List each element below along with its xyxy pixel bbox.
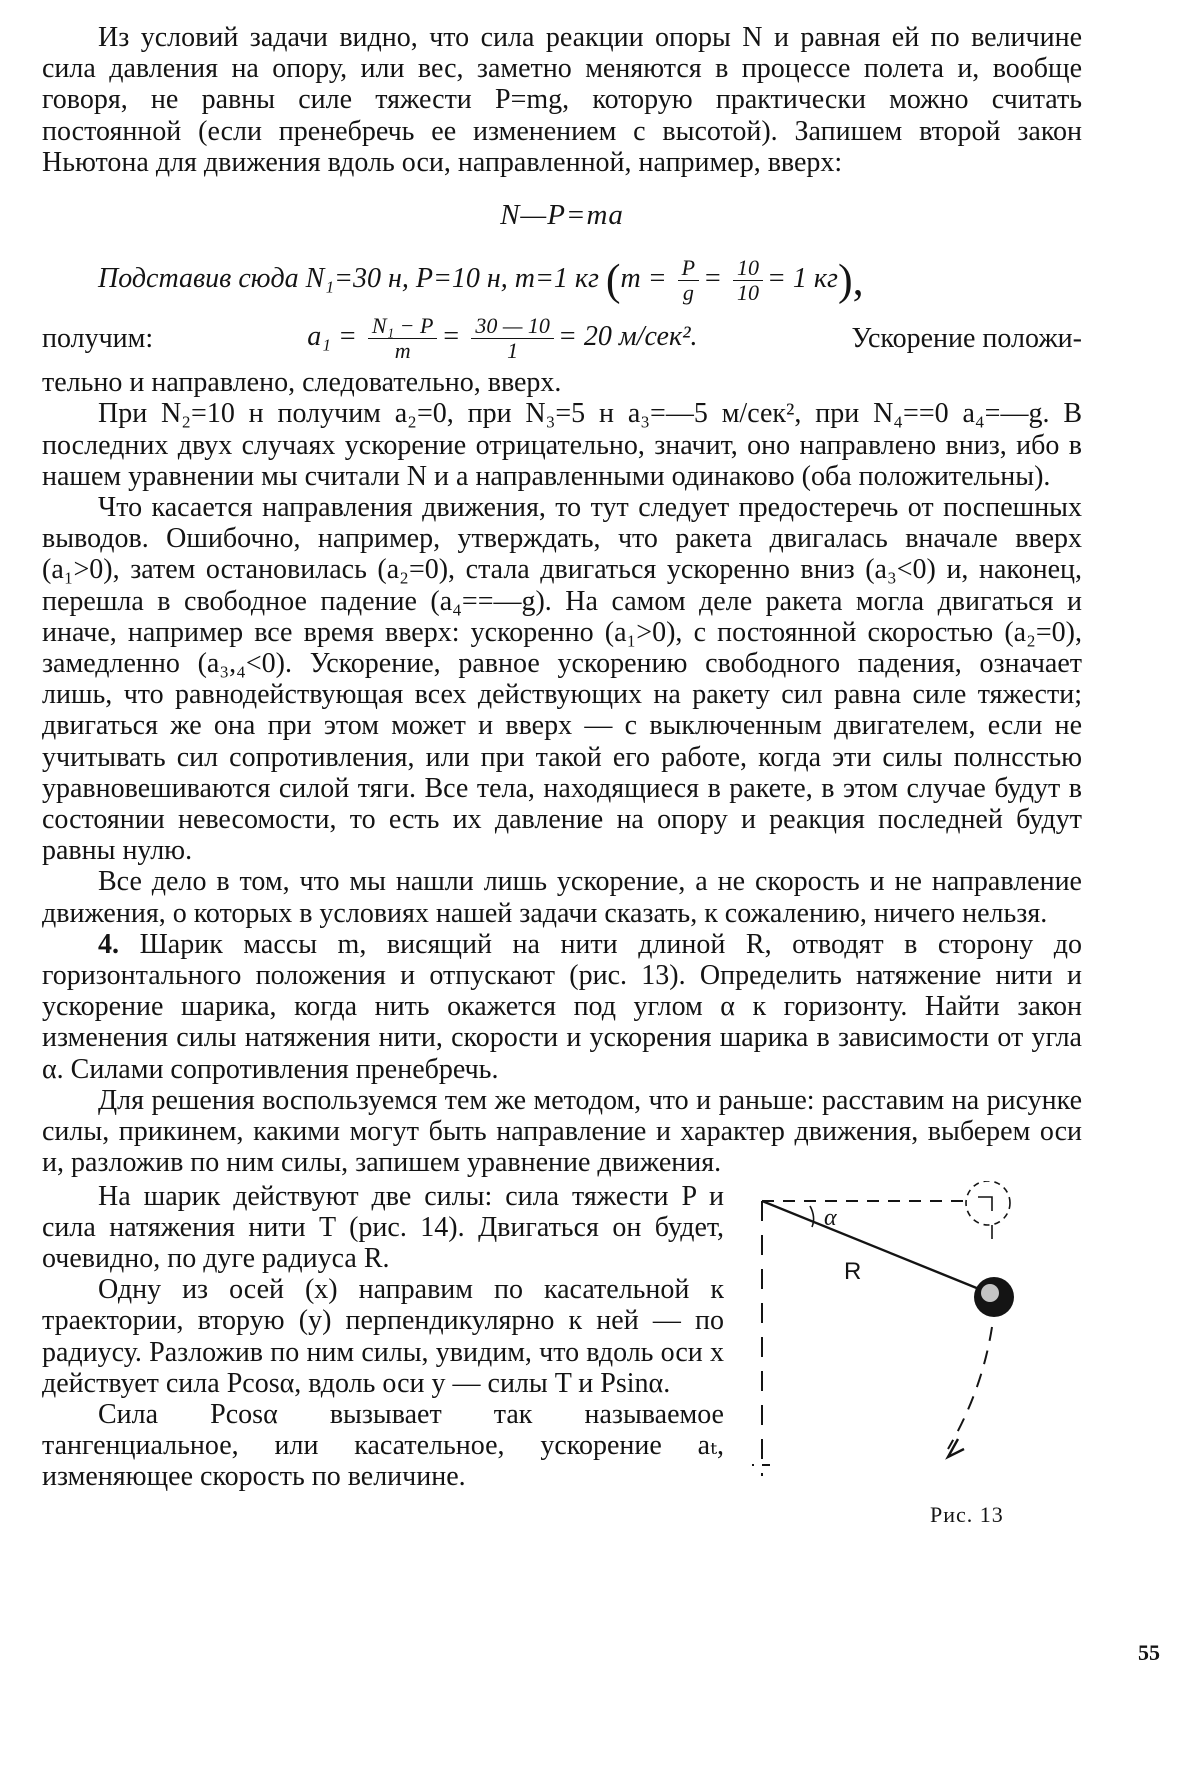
left-paren: ( <box>605 255 621 305</box>
fraction-10-over-10: $\frac{10}{10}$ <box>733 256 763 305</box>
right-paren: ), <box>837 255 864 305</box>
right-angle-mark <box>978 1197 992 1211</box>
substitution-text: Подставив сюда N₁=30 н, P=10 н, m=1 кг (m = $\frac{P}{g}$ = $\frac{10}{10}$ = 1 кг), <box>98 254 864 305</box>
acceleration-formula: a₁ = $\frac{\text{N₁ − P}}{m}$ = $\frac{30 — 10}{1}$ = 20 м/сек². <box>307 312 698 363</box>
paragraph-10: Одну из осей (x) направим по касательной к траектории, вторую (y) перпендикулярно к ней — по радиусу. Разложив по ним силы, увидим, что вдоль оси x действует сила Pcosα, вдоль оси y — силы T и Psinα. <box>42 1274 724 1399</box>
figure-13 <box>752 1181 1082 1541</box>
fraction-p-over-g: $\frac{P}{g}$ <box>678 256 699 305</box>
paragraph-8: Для решения воспользуемся тем же методом, что и раньше: расставим на рисунке силы, прикинем, какими могут быть направление и характер движения, выберем оси и, разложив по ним силы, запишем уравнение движения. <box>42 1084 1082 1179</box>
motion-arrow-icon <box>948 1439 964 1457</box>
left-column-text <box>42 1181 724 1493</box>
paragraph-11: Сила Pcosα вызывает так называемое тангенциальное, или касательное, ускорение aₜ, изменяющее скорость по величине. <box>42 1398 724 1493</box>
acceleration-tail: Ускорение положи- <box>851 322 1082 354</box>
formula-acceleration-line <box>42 309 1082 367</box>
figure-caption: Рис. 13 <box>930 1501 1004 1527</box>
trajectory-arc <box>948 1327 992 1449</box>
paragraph-6: Все дело в том, что мы нашли лишь ускорение, а не скорость и не направление движения, о которых в условиях нашей задачи сказать, к сожалению, ничего нельзя. <box>42 866 1082 929</box>
paragraph-9: На шарик действуют две силы: сила тяжести P и сила натяжения нити T (рис. 14). Двигаться он будет, очевидно, по дуге радиуса R. <box>42 1180 724 1274</box>
text-figure-block <box>42 1181 1082 1541</box>
fraction-n1-minus-p: $\frac{\text{N₁ − P}}{m}$ <box>368 314 438 363</box>
paragraph-3-continuation: тельно и направлено, следовательно, вверх. <box>42 367 562 399</box>
obtain-label: получим: <box>42 322 154 354</box>
pendulum-diagram <box>752 1181 1052 1511</box>
radius-label: R <box>844 1257 862 1285</box>
paragraph-1: Из условий задачи видно, что сила реакции опоры N и равная ей по величине сила давления на опору, или вес, заметно меняются в процессе полета и, вообще говоря, не равны силе тяжести P=mg, которую практически можно считать постоянной (если пренебречь ее изменением с высотой). Запишем второй закон Ньютона для движения вдоль оси, направленной, например, вверх: <box>42 22 1082 178</box>
paragraph-4: При N₂=10 н получим a₂=0, при N₃=5 н a₃=—5 м/сек², при N₄==0 a₄=—g. В последних двух случаях ускорение отрицательно, значит, оно направлено вниз, ибо в нашем уравнении мы считали N и a направленными одинаково (оба положительны). <box>42 398 1082 492</box>
fraction-30-minus-10: $\frac{30 — 10}{1}$ <box>471 314 554 363</box>
string-R <box>762 1201 984 1291</box>
page-number: 55 <box>1138 1640 1160 1665</box>
formula-substitution-line <box>42 251 1082 309</box>
alpha-label: α <box>824 1204 837 1231</box>
initial-position-circle <box>966 1181 1010 1225</box>
paragraph-7-problem: 4. Шарик массы m, висящий на нити длиной R, отводят в сторону до горизонтального положения и отпускают (рис. 13). Определить натяжение нити и ускорение шарика, когда нить окажется под углом α к горизонту. Найти закон изменения силы натяжения нити, скорости и ускорения шарика в зависимости от угла α. Силами сопротивления пренебречь. <box>42 928 1083 1085</box>
angle-arc <box>810 1206 814 1227</box>
equation-newton: N—P=ma <box>500 199 624 232</box>
ball-highlight <box>981 1284 999 1302</box>
page-body <box>42 22 1082 1541</box>
problem-number: 4. <box>98 928 119 960</box>
paragraph-5: Что касается направления движения, то тут следует предостеречь от поспешных выводов. Ошибочно, например, утверждать, что ракета двигалась вначале вверх (a₁>0), затем остановилась (a₂=0), стала двигаться ускоренно вниз (a₃<0) и, наконец, перешла в свободное падение (a₄==—g). На самом деле ракета могла двигаться и иначе, например все время вверх: ускоренно (a₁>0), с постоянной скоростью (a₂=0), замедленно (a₃,₄<0). Ускорение, равное ускорению свободного падения, означает лишь, что равнодействующая всех действующих на ракету сил равна силе тяжести; двигаться же она при этом может и вверх — с выключенным двигателем, если не учитывать сил сопротивления, или при такой его работе, когда эти силы полнсстью уравновешиваются силой тяги. Все тела, находящиеся в ракете, в этом случае будут в состоянии невесомости, то есть их давление на опору и реакция последней будут равны нулю. <box>42 492 1082 867</box>
